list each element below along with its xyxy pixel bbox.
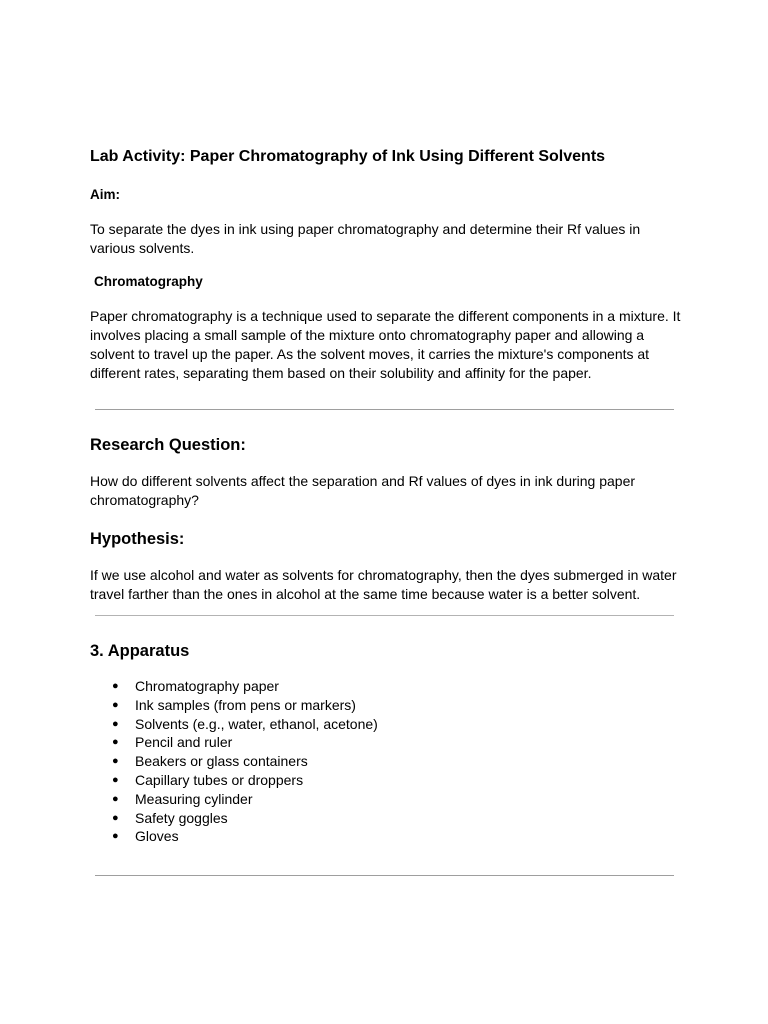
document-title: Lab Activity: Paper Chromatography of Ink Using Different Solvents bbox=[90, 148, 606, 165]
list-item bbox=[90, 752, 590, 771]
bullet-icon: ● bbox=[112, 698, 119, 711]
bullet-icon: ● bbox=[112, 773, 119, 786]
list-item-text: Safety goggles bbox=[135, 809, 228, 826]
bullet-icon: ● bbox=[112, 755, 119, 768]
section-divider bbox=[95, 409, 674, 410]
list-item bbox=[90, 677, 590, 696]
aim-heading: Aim: bbox=[90, 187, 120, 202]
list-item bbox=[90, 733, 590, 752]
bullet-icon: ● bbox=[112, 717, 119, 730]
bullet-icon: ● bbox=[112, 680, 119, 692]
list-item-text: Gloves bbox=[135, 828, 179, 845]
list-item-text: Capillary tubes or droppers bbox=[135, 771, 304, 788]
chromatography-text: Paper chromatography is a technique used to separate the different components in a mixture. It involves placing a small sample of the mixture onto chromatography paper and allowing a solvent to travel up the paper. As the solvent moves, it carries the mixture's components at different rates, separating them based on their solubility and affinity for the paper. bbox=[90, 308, 681, 381]
list-item-text: Measuring cylinder bbox=[135, 790, 253, 807]
hypothesis-heading: Hypothesis: bbox=[90, 530, 185, 548]
list-item bbox=[90, 696, 590, 715]
list-item bbox=[90, 715, 590, 734]
hypothesis-text: If we use alcohol and water as solvents for chromatography, then the dyes submerged in water travel farther than the ones in alcohol at the same time because water is a better solvent. bbox=[90, 567, 677, 602]
bullet-icon: ● bbox=[112, 792, 119, 805]
apparatus-list bbox=[90, 677, 590, 846]
list-item-text: Chromatography paper bbox=[135, 678, 279, 694]
list-item-text: Ink samples (from pens or markers) bbox=[135, 696, 356, 713]
list-item bbox=[90, 827, 590, 846]
list-item-text: Beakers or glass containers bbox=[135, 753, 308, 770]
apparatus-heading: 3. Apparatus bbox=[90, 642, 190, 660]
research-question-heading: Research Question: bbox=[90, 436, 246, 454]
list-item bbox=[90, 790, 590, 809]
list-item-text: Solvents (e.g., water, ethanol, acetone) bbox=[135, 715, 378, 732]
list-item-text: Pencil and ruler bbox=[135, 734, 233, 751]
list-item bbox=[90, 809, 590, 828]
bullet-icon: ● bbox=[112, 830, 119, 843]
section-divider bbox=[95, 615, 674, 616]
aim-text: To separate the dyes in ink using paper chromatography and determine their Rf values in various solvents. bbox=[90, 221, 641, 256]
bullet-icon: ● bbox=[112, 736, 119, 749]
chromatography-heading: Chromatography bbox=[94, 274, 203, 289]
list-item bbox=[90, 771, 590, 790]
bullet-icon: ● bbox=[112, 811, 119, 824]
section-divider bbox=[95, 875, 674, 876]
research-question-text: How do different solvents affect the separation and Rf values of dyes in ink during paper chromatography? bbox=[90, 473, 636, 508]
